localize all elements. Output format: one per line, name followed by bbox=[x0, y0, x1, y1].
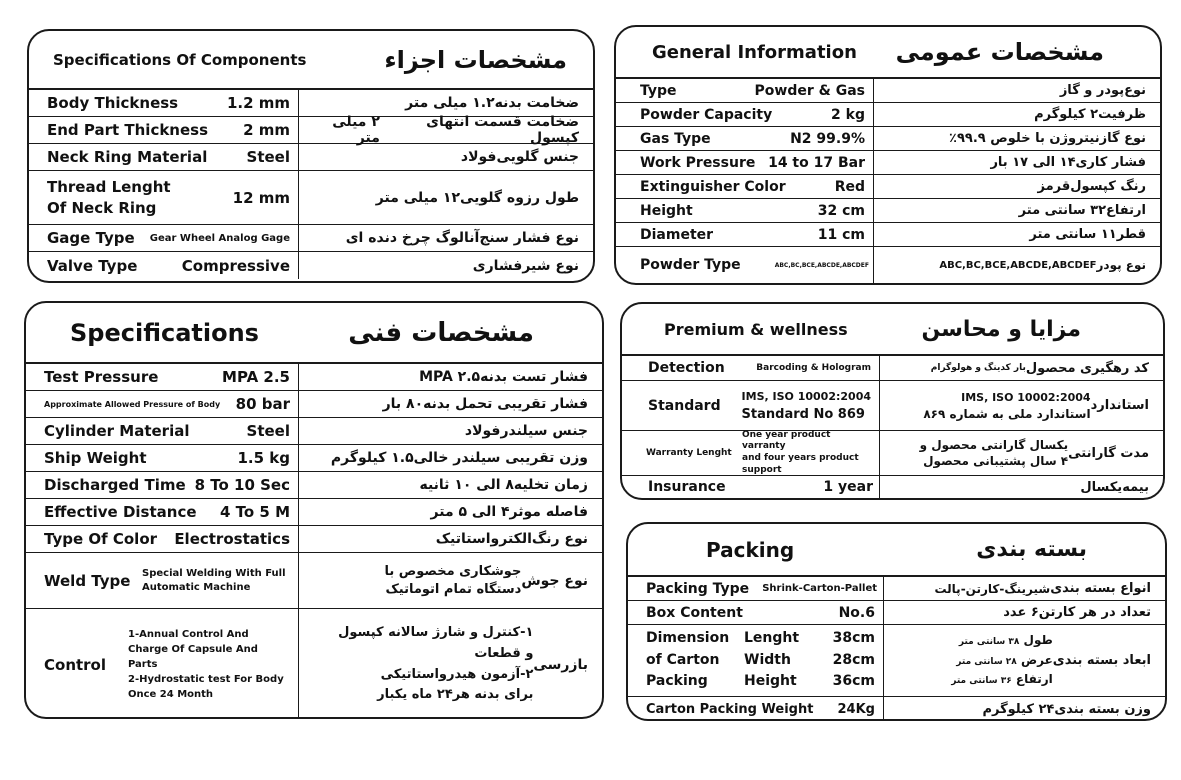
row-label-fa: کد رهگیری محصول bbox=[1025, 360, 1149, 376]
packing-title-fa: بسته بندی bbox=[976, 537, 1087, 562]
table-row bbox=[29, 225, 593, 252]
row-label-fa: ضخامت قسمت انتهای کپسول bbox=[426, 114, 579, 146]
row-label-en: Thread Lenght bbox=[47, 178, 171, 197]
row-label-en: Approximate Allowed Pressure of Body bbox=[44, 399, 221, 409]
row-label-fa: ارتفاع bbox=[1106, 203, 1146, 218]
table-row bbox=[616, 151, 1160, 175]
row-value-fa: فشاری bbox=[472, 257, 523, 274]
row-label-fa: زمان تخلیه bbox=[513, 477, 588, 493]
row-value-en: 12 mm bbox=[232, 188, 290, 207]
row-value-fa: ۲ میلی متر bbox=[332, 114, 380, 146]
table-row bbox=[622, 476, 1163, 498]
table-row bbox=[26, 526, 602, 553]
row-label-en: Gas Type bbox=[640, 130, 711, 147]
row-label-en: Carton Packing Weight bbox=[646, 701, 814, 717]
row-label-fa: فاصله موثر bbox=[509, 504, 588, 520]
row-value-en: 8 To 10 Sec bbox=[194, 476, 290, 494]
row-label-en: Extinguisher Color bbox=[640, 178, 786, 195]
specs-table bbox=[26, 364, 602, 719]
table-row bbox=[616, 223, 1160, 247]
row-value-fa: و قطعات bbox=[474, 645, 534, 661]
premium-title-en: Premium & wellness bbox=[664, 319, 848, 339]
table-row bbox=[29, 252, 593, 279]
row-value-en: ABC,BC,BCE,ABCDE,ABCDEF bbox=[774, 261, 869, 269]
row-value-en: and four years product bbox=[742, 453, 859, 463]
table-row bbox=[616, 103, 1160, 127]
row-value-en: Electrostatics bbox=[174, 530, 290, 548]
row-value-fa: ABC,BC,BCE,ABCDE,ABCDEF bbox=[939, 259, 1097, 271]
general-title-fa: مشخصات عمومی bbox=[895, 38, 1104, 66]
row-value-fa: ۲-آزمون هیدرواستاتیکی bbox=[380, 666, 534, 682]
row-value-fa: استاندارد ملی به شماره ۸۶۹ bbox=[923, 406, 1091, 421]
table-row bbox=[26, 445, 602, 472]
row-label-en: Box Content bbox=[646, 604, 743, 621]
row-label-fa: فشار تقریبی تحمل بدنه bbox=[423, 396, 588, 412]
row-label-en: Height bbox=[640, 202, 693, 219]
row-value-en: Once 24 Month bbox=[128, 689, 214, 700]
row-label-en: Effective Distance bbox=[44, 503, 197, 521]
dim-fa-name: ارتفاع bbox=[1015, 672, 1053, 687]
dim-fa bbox=[951, 672, 1053, 686]
table-row bbox=[26, 553, 602, 609]
row-value-fa: ۱-کنترل و شارژ سالانه کپسول bbox=[338, 624, 534, 640]
row-value-fa: ۱۴ الی ۱۷ بار bbox=[990, 155, 1076, 170]
row-label-fa: قطر bbox=[1116, 227, 1146, 242]
row-label-fa: وزن تقریبی سیلندر خالی bbox=[413, 450, 588, 466]
row-label-en: Powder Type bbox=[640, 257, 741, 273]
premium-table bbox=[622, 356, 1163, 498]
components-title-fa: مشخصات اجزاء bbox=[384, 45, 567, 74]
row-label-en: Type Of Color bbox=[44, 530, 158, 548]
table-row bbox=[622, 431, 1163, 476]
row-value-en: Steel bbox=[246, 422, 290, 440]
row-label-fa: استاندارد bbox=[1090, 398, 1149, 413]
row-label-fa: فشار تست بدنه bbox=[480, 369, 588, 385]
row-value-fa: برای بدنه هر۲۴ ماه یکبار bbox=[377, 687, 534, 703]
row-label-fa: نوع جوش bbox=[521, 572, 588, 589]
row-label-fa: تعداد در هر کارتن bbox=[1038, 605, 1151, 620]
row-label-en: Discharged Time bbox=[44, 476, 186, 494]
row-label-fa: طول رزوه گلویی bbox=[460, 189, 579, 206]
table-row bbox=[622, 381, 1163, 431]
row-value-fa: الکترواستاتیک bbox=[435, 531, 532, 547]
row-value-en: 24Kg bbox=[837, 701, 875, 717]
row-value-fa: ۳۲ سانتی متر bbox=[1018, 203, 1107, 218]
row-value-fa: آنالوگ چرخ دنده ای bbox=[345, 230, 480, 246]
row-label-en: End Part Thickness bbox=[47, 121, 209, 139]
dim-name: Lenght bbox=[744, 629, 800, 646]
table-row bbox=[26, 364, 602, 391]
row-value-en: Compressive bbox=[181, 256, 290, 275]
row-label-fa: جنس سیلندر bbox=[500, 423, 588, 439]
row-label-fa: ضخامت بدنه bbox=[494, 95, 579, 111]
row-label-en: Standard bbox=[648, 397, 721, 414]
row-label-fa: بیمه bbox=[1122, 479, 1149, 495]
row-value-en: Steel bbox=[246, 148, 290, 166]
row-value-en: 2 kg bbox=[831, 106, 865, 123]
row-value-fa: ۸ الی ۱۰ ثانیه bbox=[419, 477, 514, 493]
row-value-en: 2-Hydrostatic test For Body bbox=[128, 674, 284, 685]
row-label-en: Control bbox=[44, 655, 107, 674]
packing-table bbox=[628, 577, 1165, 721]
row-value-fa: ۱۲ میلی متر bbox=[375, 189, 460, 206]
row-value-en: 4 To 5 M bbox=[219, 503, 290, 521]
row-value-en: Powder & Gas bbox=[754, 82, 865, 99]
row-value-fa: قرمز bbox=[1037, 179, 1071, 194]
row-value-fa: یکسال bbox=[1080, 479, 1123, 495]
row-value-en: 1-Annual Control And bbox=[128, 629, 249, 640]
row-value-fa: ۱.۲ میلی متر bbox=[405, 95, 495, 111]
row-label-en: Valve Type bbox=[47, 256, 138, 275]
row-value-fa: ۱۱ سانتی متر bbox=[1029, 227, 1117, 242]
row-label-en: Insurance bbox=[648, 479, 726, 495]
row-label-fa: نوع فشار سنج bbox=[479, 230, 579, 246]
dim-name: Width bbox=[744, 651, 791, 668]
row-label-en: Warranty Lenght bbox=[646, 448, 732, 458]
general-title-en: General Information bbox=[652, 41, 857, 63]
row-label-fa: نوع شیر bbox=[522, 257, 579, 274]
table-row bbox=[29, 114, 593, 146]
table-row bbox=[616, 79, 1160, 103]
premium-title-fa: مزایا و محاسن bbox=[921, 316, 1081, 342]
row-value-fa: جوشکاری مخصوص با bbox=[384, 563, 522, 579]
row-value-fa: ۲ کیلوگرم bbox=[1034, 107, 1099, 122]
row-value-en: Charge Of Capsule And Parts bbox=[128, 644, 258, 670]
row-value-en: 1.2 mm bbox=[226, 94, 290, 112]
row-label-en: Gage Type bbox=[47, 229, 135, 247]
row-value-fa: پودر و گاز bbox=[1059, 83, 1125, 98]
table-row bbox=[616, 199, 1160, 223]
row-value-fa: ۶ عدد bbox=[1003, 605, 1039, 620]
row-value-en: Special Welding With Full bbox=[142, 568, 286, 579]
row-label-fa: نوع bbox=[1124, 83, 1146, 98]
dim-fa-value: ۲۸ سانتی متر bbox=[956, 656, 1017, 667]
table-row bbox=[628, 625, 1165, 697]
dim-fa-value: ۳۶ سانتی متر bbox=[951, 676, 1012, 687]
row-value-fa: نیتروژن با خلوص ۹۹.۹٪ bbox=[949, 131, 1100, 146]
components-panel bbox=[27, 29, 595, 283]
row-value-fa: دستگاه تمام اتوماتیک bbox=[385, 581, 522, 597]
table-row bbox=[29, 90, 593, 117]
table-row bbox=[26, 418, 602, 445]
row-value-en: No.6 bbox=[838, 604, 875, 621]
row-value-en: One year product varranty bbox=[742, 429, 831, 452]
row-value-en: support bbox=[742, 464, 782, 475]
row-label-fa: بازرسی bbox=[533, 656, 588, 673]
dim-fa bbox=[956, 653, 1053, 667]
row-label-fa: رنگ کپسول bbox=[1070, 179, 1146, 194]
row-label-fa: ابعاد بسته بندی bbox=[1052, 653, 1151, 668]
dim-fa-name: عرض bbox=[1020, 652, 1053, 667]
row-label-en: Of Neck Ring bbox=[47, 198, 157, 217]
row-label-en: Dimension bbox=[646, 629, 730, 646]
table-row bbox=[628, 601, 1165, 625]
table-row bbox=[628, 697, 1165, 721]
general-panel bbox=[614, 25, 1162, 285]
row-label-en: Cylinder Material bbox=[44, 422, 190, 440]
dim-fa-value: ۳۸ سانتی متر bbox=[958, 636, 1020, 647]
row-value-fa: ۸۰ بار bbox=[382, 396, 424, 412]
row-label-fa: نوع گاز bbox=[1099, 131, 1146, 146]
row-value-en: 32 cm bbox=[817, 202, 865, 219]
row-label-fa: وزن بسته بندی bbox=[1054, 701, 1151, 717]
row-value-en: 80 bar bbox=[235, 395, 290, 413]
table-row bbox=[616, 247, 1160, 283]
specs-panel bbox=[24, 301, 604, 719]
table-row bbox=[622, 356, 1163, 381]
row-label-fa: مدت گارانتی bbox=[1068, 445, 1149, 461]
dim-fa bbox=[959, 633, 1053, 647]
row-value-en: MPA 2.5 bbox=[222, 368, 290, 386]
packing-header bbox=[628, 524, 1165, 577]
row-value-en: Gear Wheel Analog Gage bbox=[149, 232, 290, 244]
row-value-en: IMS, ISO 10002:2004 bbox=[741, 389, 871, 403]
row-label-en: Neck Ring Material bbox=[47, 148, 208, 166]
row-label-en: Packing bbox=[646, 673, 708, 690]
row-label-en: Detection bbox=[648, 360, 725, 376]
table-row bbox=[26, 609, 602, 719]
row-label-en: Weld Type bbox=[44, 571, 131, 590]
row-value-fa: فولاد bbox=[460, 149, 497, 165]
general-table bbox=[616, 79, 1160, 283]
row-value-fa: یکسال گارانتی محصول و bbox=[919, 437, 1069, 452]
row-value-fa: ۴ سال پشتیبانی محصول bbox=[923, 454, 1069, 468]
row-label-fa: انواع بسته بندی bbox=[1050, 581, 1151, 596]
row-value-en: 11 cm bbox=[817, 226, 865, 243]
row-label-en: Diameter bbox=[640, 226, 714, 243]
specs-title-fa: مشخصات فنی bbox=[348, 317, 534, 348]
table-row bbox=[26, 391, 602, 418]
row-label-en: Test Pressure bbox=[44, 368, 159, 386]
row-label-fa: نوع رنگ bbox=[531, 531, 588, 547]
row-label-en: Powder Capacity bbox=[640, 106, 773, 123]
row-value-en: 2 mm bbox=[243, 121, 290, 139]
row-value-fa: ۴ الی ۵ متر bbox=[430, 504, 510, 520]
packing-title-en: Packing bbox=[706, 537, 795, 562]
row-label-en: Type bbox=[640, 82, 677, 99]
row-label-fa: فشار کاری bbox=[1075, 155, 1146, 170]
row-value-en: 1.5 kg bbox=[237, 449, 290, 467]
premium-header bbox=[622, 304, 1163, 356]
table-row bbox=[628, 577, 1165, 601]
row-value-en: 14 to 17 Bar bbox=[768, 154, 865, 171]
row-value-en: Automatic Machine bbox=[142, 581, 251, 593]
row-label-fa: جنس گلویی bbox=[496, 149, 579, 165]
table-row bbox=[29, 171, 593, 225]
row-value-fa: شیرینگ-کارتن-پالت bbox=[934, 581, 1051, 596]
packing-panel bbox=[626, 522, 1167, 721]
table-row bbox=[29, 144, 593, 171]
row-value-fa: فولاد bbox=[464, 423, 501, 439]
components-title-en: Specifications Of Components bbox=[53, 50, 307, 69]
specs-title-en: Specifications bbox=[70, 318, 259, 347]
row-label-en: Ship Weight bbox=[44, 449, 147, 467]
specs-header bbox=[26, 303, 602, 364]
row-label-en: Packing Type bbox=[646, 580, 750, 597]
row-value-fa: MPA ۲.۵ bbox=[419, 369, 481, 385]
dim-name: Height bbox=[744, 673, 797, 690]
general-header bbox=[616, 27, 1160, 79]
row-value-fa: ۱.۵ کیلوگرم bbox=[330, 450, 414, 466]
components-table bbox=[29, 90, 593, 279]
table-row bbox=[26, 499, 602, 526]
dim-fa-name: طول bbox=[1023, 632, 1053, 647]
row-label-en: Work Pressure bbox=[640, 154, 756, 171]
row-label-en: Body Thickness bbox=[47, 94, 179, 112]
components-header bbox=[29, 31, 593, 90]
row-value-en: N2 99.9% bbox=[790, 130, 865, 147]
row-value-en: Shrink-Carton-Pallet bbox=[762, 583, 877, 594]
row-value-en: 1 year bbox=[823, 479, 873, 495]
row-value-fa: بار کدینگ و هولوگرام bbox=[930, 363, 1026, 373]
row-value-en: Standard No 869 bbox=[741, 406, 865, 422]
row-value-en: Red bbox=[834, 178, 865, 195]
dim-value: 38cm bbox=[832, 629, 875, 646]
dim-value: 28cm bbox=[832, 651, 875, 668]
table-row bbox=[26, 472, 602, 499]
table-row bbox=[616, 175, 1160, 199]
row-label-en: of Carton bbox=[646, 651, 720, 668]
row-label-fa: ظرفیت bbox=[1098, 107, 1146, 122]
table-row bbox=[616, 127, 1160, 151]
dim-value: 36cm bbox=[832, 673, 875, 690]
row-value-en: Barcoding & Hologram bbox=[756, 363, 871, 373]
premium-panel bbox=[620, 302, 1165, 500]
row-value-fa: IMS, ISO 10002:2004 bbox=[961, 390, 1091, 404]
row-value-fa: ۲۴ کیلوگرم bbox=[982, 701, 1055, 717]
row-label-fa: نوع پودر bbox=[1096, 258, 1146, 272]
